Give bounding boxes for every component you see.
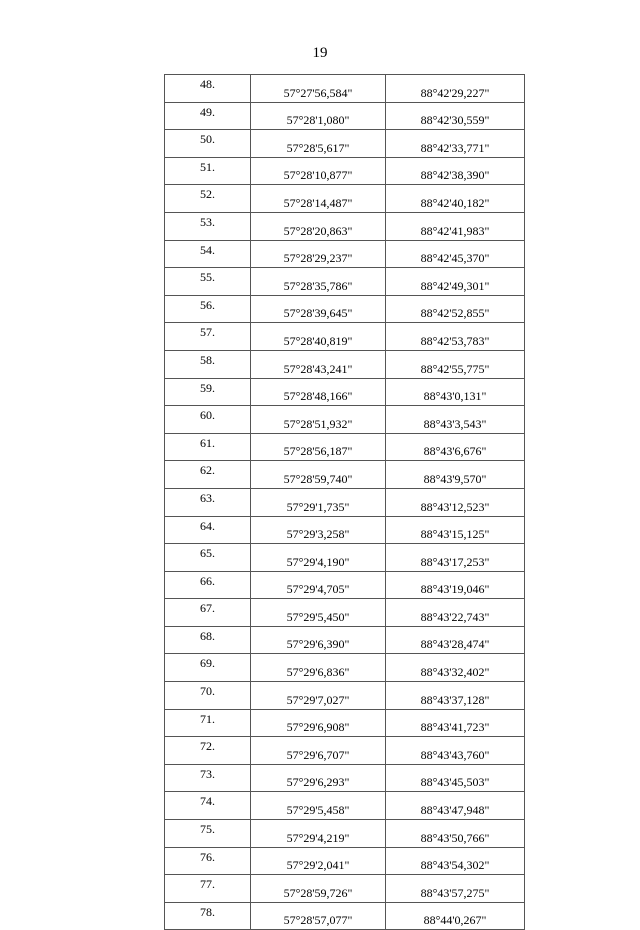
latitude-cell: 57°28'20,863" [251,212,386,240]
point-number-cell: 67. [165,599,251,627]
latitude-cell: 57°28'43,241" [251,350,386,378]
table-row [165,764,525,792]
latitude-cell: 57°28'40,819" [251,323,386,351]
latitude-cell: 57°29'2,041" [251,847,386,875]
point-number-cell: 72. [165,737,251,765]
latitude-cell: 57°28'35,786" [251,268,386,296]
latitude-cell: 57°29'1,735" [251,488,386,516]
latitude-cell: 57°29'6,707" [251,737,386,765]
point-number-cell: 78. [165,902,251,930]
point-number-cell: 77. [165,875,251,903]
point-number-cell: 48. [165,75,251,103]
point-number-cell: 64. [165,516,251,544]
table-row [165,599,525,627]
latitude-cell: 57°28'48,166" [251,378,386,406]
latitude-cell: 57°28'29,237" [251,240,386,268]
table-row [165,516,525,544]
table-row [165,626,525,654]
table-row [165,406,525,434]
table-row [165,102,525,130]
latitude-cell: 57°28'59,726" [251,875,386,903]
longitude-cell: 88°43'19,046" [386,571,525,599]
longitude-cell: 88°43'12,523" [386,488,525,516]
longitude-cell: 88°43'15,125" [386,516,525,544]
longitude-cell: 88°43'37,128" [386,682,525,710]
table-row [165,295,525,323]
longitude-cell: 88°42'30,559" [386,102,525,130]
latitude-cell: 57°29'5,458" [251,792,386,820]
longitude-cell: 88°43'50,766" [386,820,525,848]
point-number-cell: 74. [165,792,251,820]
table-row [165,544,525,572]
longitude-cell: 88°43'54,302" [386,847,525,875]
table-row [165,654,525,682]
point-number-cell: 76. [165,847,251,875]
point-number-cell: 75. [165,820,251,848]
table-row [165,571,525,599]
latitude-cell: 57°29'3,258" [251,516,386,544]
latitude-cell: 57°28'51,932" [251,406,386,434]
longitude-cell: 88°44'0,267" [386,902,525,930]
longitude-cell: 88°42'41,983" [386,212,525,240]
longitude-cell: 88°43'28,474" [386,626,525,654]
table-row [165,433,525,461]
latitude-cell: 57°28'10,877" [251,157,386,185]
longitude-cell: 88°43'43,760" [386,737,525,765]
table-row [165,157,525,185]
point-number-cell: 49. [165,102,251,130]
point-number-cell: 55. [165,268,251,296]
point-number-cell: 50. [165,130,251,158]
longitude-cell: 88°43'17,253" [386,544,525,572]
longitude-cell: 88°43'47,948" [386,792,525,820]
table-row [165,378,525,406]
longitude-cell: 88°43'6,676" [386,433,525,461]
point-number-cell: 60. [165,406,251,434]
point-number-cell: 70. [165,682,251,710]
longitude-cell: 88°43'45,503" [386,764,525,792]
point-number-cell: 54. [165,240,251,268]
table-row [165,682,525,710]
latitude-cell: 57°29'4,190" [251,544,386,572]
longitude-cell: 88°42'38,390" [386,157,525,185]
longitude-cell: 88°42'33,771" [386,130,525,158]
point-number-cell: 69. [165,654,251,682]
table-row [165,130,525,158]
longitude-cell: 88°42'29,227" [386,75,525,103]
latitude-cell: 57°29'5,450" [251,599,386,627]
longitude-cell: 88°43'9,570" [386,461,525,489]
table-row [165,268,525,296]
table-row [165,847,525,875]
longitude-cell: 88°43'22,743" [386,599,525,627]
table-row [165,240,525,268]
point-number-cell: 53. [165,212,251,240]
point-number-cell: 61. [165,433,251,461]
point-number-cell: 56. [165,295,251,323]
longitude-cell: 88°43'32,402" [386,654,525,682]
latitude-cell: 57°28'14,487" [251,185,386,213]
table-row [165,820,525,848]
table-row [165,75,525,103]
point-number-cell: 52. [165,185,251,213]
latitude-cell: 57°29'6,293" [251,764,386,792]
longitude-cell: 88°42'53,783" [386,323,525,351]
latitude-cell: 57°29'4,705" [251,571,386,599]
table-row [165,461,525,489]
table-row [165,902,525,930]
longitude-cell: 88°43'57,275" [386,875,525,903]
latitude-cell: 57°28'39,645" [251,295,386,323]
point-number-cell: 62. [165,461,251,489]
longitude-cell: 88°42'55,775" [386,350,525,378]
table-row [165,737,525,765]
latitude-cell: 57°29'6,390" [251,626,386,654]
longitude-cell: 88°42'40,182" [386,185,525,213]
point-number-cell: 58. [165,350,251,378]
point-number-cell: 51. [165,157,251,185]
point-number-cell: 71. [165,709,251,737]
point-number-cell: 68. [165,626,251,654]
latitude-cell: 57°29'4,219" [251,820,386,848]
latitude-cell: 57°28'59,740" [251,461,386,489]
longitude-cell: 88°42'45,370" [386,240,525,268]
longitude-cell: 88°43'3,543" [386,406,525,434]
point-number-cell: 73. [165,764,251,792]
longitude-cell: 88°42'49,301" [386,268,525,296]
latitude-cell: 57°28'1,080" [251,102,386,130]
point-number-cell: 63. [165,488,251,516]
coordinates-table [164,74,525,930]
coordinates-table-body [165,75,525,930]
point-number-cell: 57. [165,323,251,351]
latitude-cell: 57°27'56,584" [251,75,386,103]
table-row [165,488,525,516]
table-row [165,323,525,351]
table-row [165,185,525,213]
table-row [165,875,525,903]
point-number-cell: 59. [165,378,251,406]
latitude-cell: 57°28'57,077" [251,902,386,930]
latitude-cell: 57°29'7,027" [251,682,386,710]
table-row [165,709,525,737]
latitude-cell: 57°29'6,908" [251,709,386,737]
point-number-cell: 65. [165,544,251,572]
table-row [165,212,525,240]
latitude-cell: 57°29'6,836" [251,654,386,682]
page-number: 19 [312,45,328,61]
longitude-cell: 88°42'52,855" [386,295,525,323]
longitude-cell: 88°43'41,723" [386,709,525,737]
latitude-cell: 57°28'5,617" [251,130,386,158]
longitude-cell: 88°43'0,131" [386,378,525,406]
latitude-cell: 57°28'56,187" [251,433,386,461]
table-row [165,792,525,820]
point-number-cell: 66. [165,571,251,599]
table-row [165,350,525,378]
